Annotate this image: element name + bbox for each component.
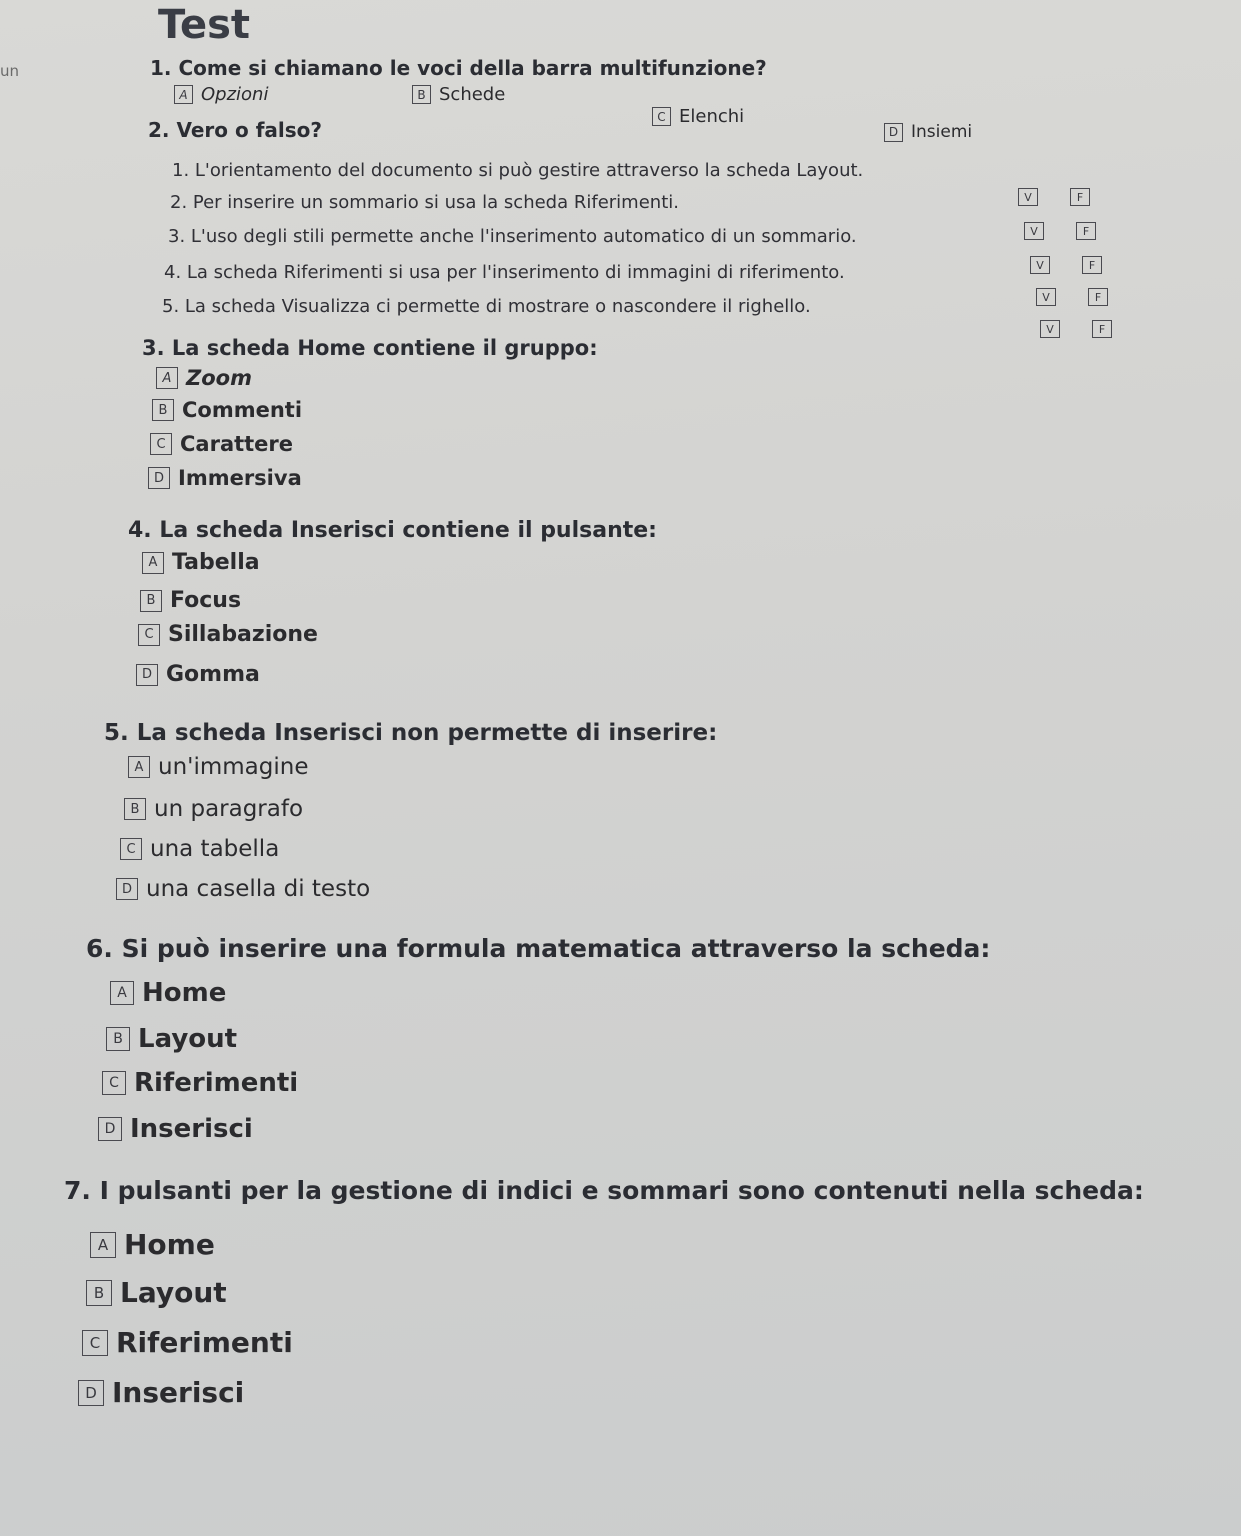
option-label: Immersiva: [178, 466, 302, 490]
q6-option-a[interactable]: [110, 978, 226, 1008]
q1-option-d[interactable]: [884, 122, 972, 142]
margin-note: un: [0, 62, 20, 80]
option-label: Zoom: [186, 366, 252, 390]
q3-option-c[interactable]: [150, 432, 293, 456]
option-label: Riferimenti: [116, 1326, 293, 1359]
checkbox-b[interactable]: B: [140, 590, 162, 612]
option-label: Layout: [120, 1276, 227, 1309]
q2-statement-4: 4. La scheda Riferimenti si usa per l'inserimento di immagini di riferimento.: [164, 262, 845, 283]
checkbox-d[interactable]: D: [136, 664, 158, 686]
q5-option-a[interactable]: [128, 754, 309, 780]
true-checkbox[interactable]: V: [1030, 256, 1050, 274]
checkbox-b[interactable]: B: [412, 85, 431, 104]
checkbox-a[interactable]: A: [90, 1232, 116, 1258]
option-label: Schede: [439, 84, 506, 105]
false-checkbox[interactable]: F: [1082, 256, 1102, 274]
option-label: Elenchi: [679, 106, 745, 127]
option-label: Inserisci: [130, 1114, 253, 1144]
true-checkbox[interactable]: V: [1018, 188, 1038, 206]
q7-option-c[interactable]: [82, 1326, 293, 1359]
q4-option-b[interactable]: [140, 588, 241, 613]
q7-question: 7. I pulsanti per la gestione di indici e sommari sono contenuti nella scheda:: [64, 1176, 1144, 1205]
q3-option-d[interactable]: [148, 466, 302, 490]
option-label: una tabella: [150, 836, 280, 862]
option-label: un paragrafo: [154, 796, 304, 822]
q1-question: 1. Come si chiamano le voci della barra multifunzione?: [150, 56, 767, 80]
q2-statement-3: 3. L'uso degli stili permette anche l'inserimento automatico di un sommario.: [168, 226, 857, 247]
q6-option-c[interactable]: [102, 1068, 298, 1098]
option-label: Sillabazione: [168, 622, 318, 647]
checkbox-d[interactable]: D: [148, 467, 170, 489]
q1-option-b[interactable]: [412, 84, 505, 105]
q6-option-b[interactable]: [106, 1024, 237, 1054]
option-label: Home: [124, 1228, 215, 1261]
checkbox-b[interactable]: B: [86, 1280, 112, 1306]
q6-question: 6. Si può inserire una formula matematica attraverso la scheda:: [86, 934, 991, 963]
q6-option-d[interactable]: [98, 1114, 253, 1144]
q2-answer-4: [1036, 288, 1108, 306]
q5-option-b[interactable]: [124, 796, 303, 822]
option-label: Insiemi: [911, 122, 973, 142]
option-label: Inserisci: [112, 1376, 245, 1409]
false-checkbox[interactable]: F: [1070, 188, 1090, 206]
q4-option-c[interactable]: [138, 622, 318, 647]
true-checkbox[interactable]: V: [1036, 288, 1056, 306]
q1-option-c[interactable]: [652, 106, 744, 127]
checkbox-a[interactable]: A: [110, 981, 134, 1005]
checkbox-c[interactable]: C: [120, 838, 142, 860]
checkbox-a[interactable]: A: [142, 552, 164, 574]
checkbox-d[interactable]: D: [78, 1380, 104, 1406]
q2-answer-2: [1024, 222, 1096, 240]
q1-option-a[interactable]: [174, 84, 268, 105]
q2-statement-2: 2. Per inserire un sommario si usa la scheda Riferimenti.: [170, 192, 679, 213]
option-label: una casella di testo: [146, 876, 371, 902]
checkbox-d[interactable]: D: [98, 1117, 122, 1141]
checkbox-d[interactable]: D: [884, 123, 903, 142]
false-checkbox[interactable]: F: [1092, 320, 1112, 338]
checkbox-c[interactable]: C: [138, 624, 160, 646]
q3-option-a[interactable]: [156, 366, 252, 390]
checkbox-a[interactable]: A: [156, 367, 178, 389]
true-checkbox[interactable]: V: [1040, 320, 1060, 338]
checkbox-a[interactable]: A: [174, 85, 193, 104]
checkbox-b[interactable]: B: [106, 1027, 130, 1051]
option-label: Focus: [170, 588, 242, 613]
q2-statement-1: 1. L'orientamento del documento si può gestire attraverso la scheda Layout.: [172, 160, 864, 181]
checkbox-c[interactable]: C: [82, 1330, 108, 1356]
option-label: Tabella: [172, 550, 260, 575]
option-label: Opzioni: [201, 84, 269, 105]
option-label: un'immagine: [158, 754, 309, 780]
q3-question: 3. La scheda Home contiene il gruppo:: [142, 336, 598, 360]
q7-option-a[interactable]: [90, 1228, 215, 1261]
q2-answer-3: [1030, 256, 1102, 274]
checkbox-d[interactable]: D: [116, 878, 138, 900]
option-label: Gomma: [166, 662, 260, 687]
q2-statement-5: 5. La scheda Visualizza ci permette di mostrare o nascondere il righello.: [162, 296, 811, 317]
q4-option-a[interactable]: [142, 550, 260, 575]
false-checkbox[interactable]: F: [1088, 288, 1108, 306]
q2-question: 2. Vero o falso?: [148, 118, 322, 142]
q3-option-b[interactable]: [152, 398, 302, 422]
q7-option-b[interactable]: [86, 1276, 227, 1309]
q7-option-d[interactable]: [78, 1376, 244, 1409]
checkbox-c[interactable]: C: [652, 107, 671, 126]
checkbox-c[interactable]: C: [102, 1071, 126, 1095]
checkbox-b[interactable]: B: [152, 399, 174, 421]
q2-answer-1: [1018, 188, 1090, 206]
q4-question: 4. La scheda Inserisci contiene il pulsante:: [128, 518, 657, 543]
q2-answer-5: [1040, 320, 1112, 338]
q5-option-d[interactable]: [116, 876, 370, 902]
option-label: Layout: [138, 1024, 238, 1054]
option-label: Riferimenti: [134, 1068, 299, 1098]
true-checkbox[interactable]: V: [1024, 222, 1044, 240]
q5-option-c[interactable]: [120, 836, 279, 862]
option-label: Home: [142, 978, 227, 1008]
checkbox-c[interactable]: C: [150, 433, 172, 455]
option-label: Commenti: [182, 398, 303, 422]
q4-option-d[interactable]: [136, 662, 260, 687]
checkbox-b[interactable]: B: [124, 798, 146, 820]
option-label: Carattere: [180, 432, 294, 456]
false-checkbox[interactable]: F: [1076, 222, 1096, 240]
checkbox-a[interactable]: A: [128, 756, 150, 778]
q5-question: 5. La scheda Inserisci non permette di inserire:: [104, 720, 718, 746]
page-title: Test: [158, 2, 251, 48]
